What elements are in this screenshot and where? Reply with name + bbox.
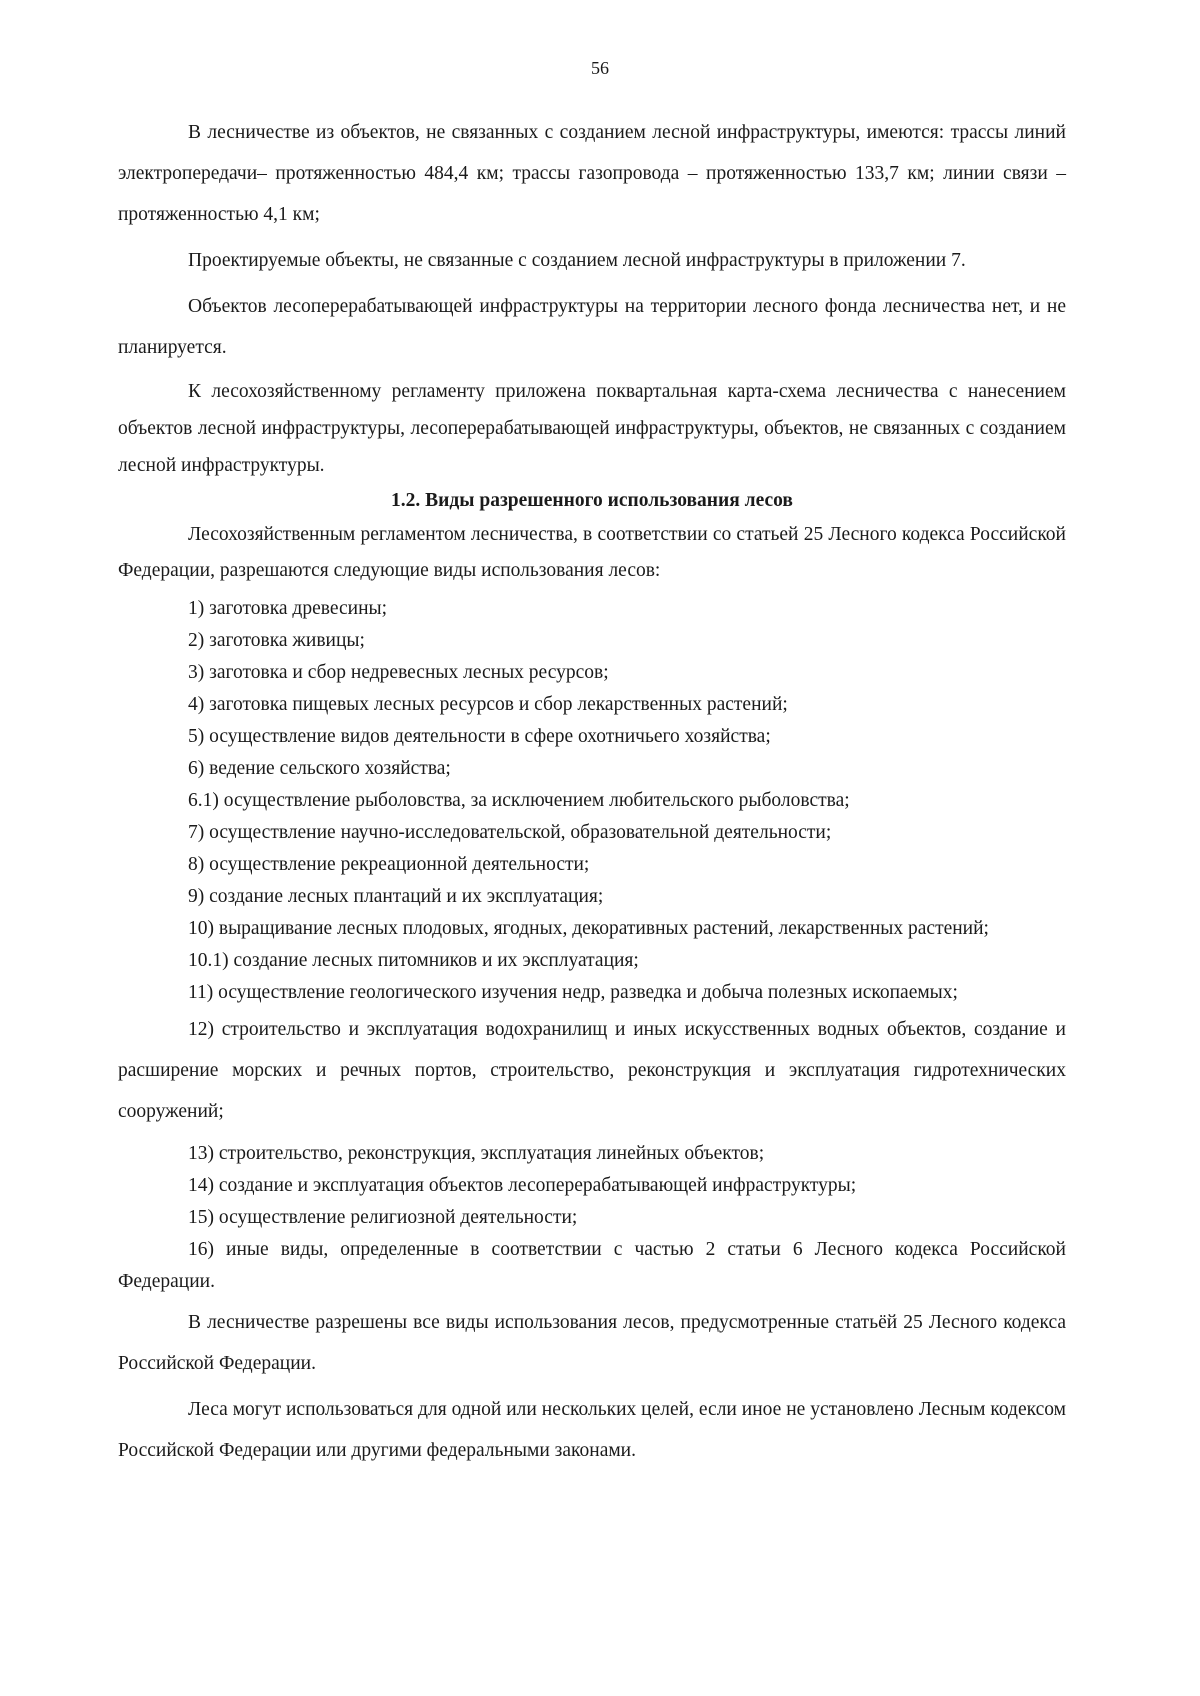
paragraph-processing-infrastructure: Объектов лесоперерабатывающей инфраструктуры на территории лесного фонда лесничества нет, и не планируется. <box>118 296 1066 358</box>
list-item: 14) создание и эксплуатация объектов лесоперерабатывающей инфраструктуры; <box>188 1175 857 1196</box>
list-item: 16) иные виды, определенные в соответствии с частью 2 статьи 6 Лесного кодекса Российской Федерации. <box>118 1239 1066 1292</box>
section-heading: 1.2. Виды разрешенного использования лесов <box>391 490 793 511</box>
list-item: 6) ведение сельского хозяйства; <box>188 758 451 779</box>
permitted-uses-list <box>118 593 1066 1298</box>
paragraph-multiple-purposes: Леса могут использоваться для одной или нескольких целей, если иное не установлено Лесным кодексом Российской Федерации или другими федеральными законами. <box>118 1399 1066 1461</box>
list-item: 3) заготовка и сбор недревесных лесных ресурсов; <box>188 662 609 683</box>
list-item: 6.1) осуществление рыболовства, за исключением любительского рыболовства; <box>188 790 850 811</box>
page-number: 56 <box>591 58 609 78</box>
list-item: 5) осуществление видов деятельности в сфере охотничьего хозяйства; <box>188 726 771 747</box>
list-item: 4) заготовка пищевых лесных ресурсов и сбор лекарственных растений; <box>188 694 788 715</box>
list-item: 7) осуществление научно-исследовательской, образовательной деятельности; <box>188 822 832 843</box>
list-item: 12) строительство и эксплуатация водохранилищ и иных искусственных водных объектов, создание и расширение морских и речных портов, строительство, реконструкция и эксплуатация гидротехнических сооружений; <box>118 1019 1066 1122</box>
document-body <box>118 112 1066 1476</box>
paragraph-projected-objects: Проектируемые объекты, не связанные с созданием лесной инфраструктуры в приложении 7. <box>188 250 966 271</box>
paragraph-all-uses-permitted: В лесничестве разрешены все виды использования лесов, предусмотренные статьёй 25 Лесного кодекса Российской Федерации. <box>118 1312 1066 1374</box>
list-item: 1) заготовка древесины; <box>188 598 388 619</box>
list-item: 15) осуществление религиозной деятельности; <box>188 1207 578 1228</box>
paragraph-non-infrastructure-objects: В лесничестве из объектов, не связанных с созданием лесной инфраструктуры, имеются: трассы линий электропередачи– протяженностью 484,4 км; трассы газопровода – протяженностью 133,7 км; линии связи – протяженностью 4,1 км; <box>118 122 1066 225</box>
list-item: 10) выращивание лесных плодовых, ягодных, декоративных растений, лекарственных растений; <box>188 918 989 939</box>
list-item: 9) создание лесных плантаций и их эксплуатация; <box>188 886 604 907</box>
list-item: 10.1) создание лесных питомников и их эксплуатация; <box>188 950 639 971</box>
list-item: 8) осуществление рекреационной деятельности; <box>188 854 590 875</box>
paragraph-map-scheme: К лесохозяйственному регламенту приложена поквартальная карта-схема лесничества с нанесением объектов лесной инфраструктуры, лесоперерабатывающей инфраструктуры, объектов, не связанных с созданием лесной инфраструктуры. <box>118 381 1066 476</box>
section-intro: Лесохозяйственным регламентом лесничества, в соответствии со статьей 25 Лесного кодекса Российской Федерации, разрешаются следующие виды использования лесов: <box>118 524 1066 581</box>
list-item: 13) строительство, реконструкция, эксплуатация линейных объектов; <box>188 1143 765 1164</box>
list-item: 2) заготовка живицы; <box>188 630 365 651</box>
list-item: 11) осуществление геологического изучения недр, разведка и добыча полезных ископаемых; <box>188 982 958 1003</box>
